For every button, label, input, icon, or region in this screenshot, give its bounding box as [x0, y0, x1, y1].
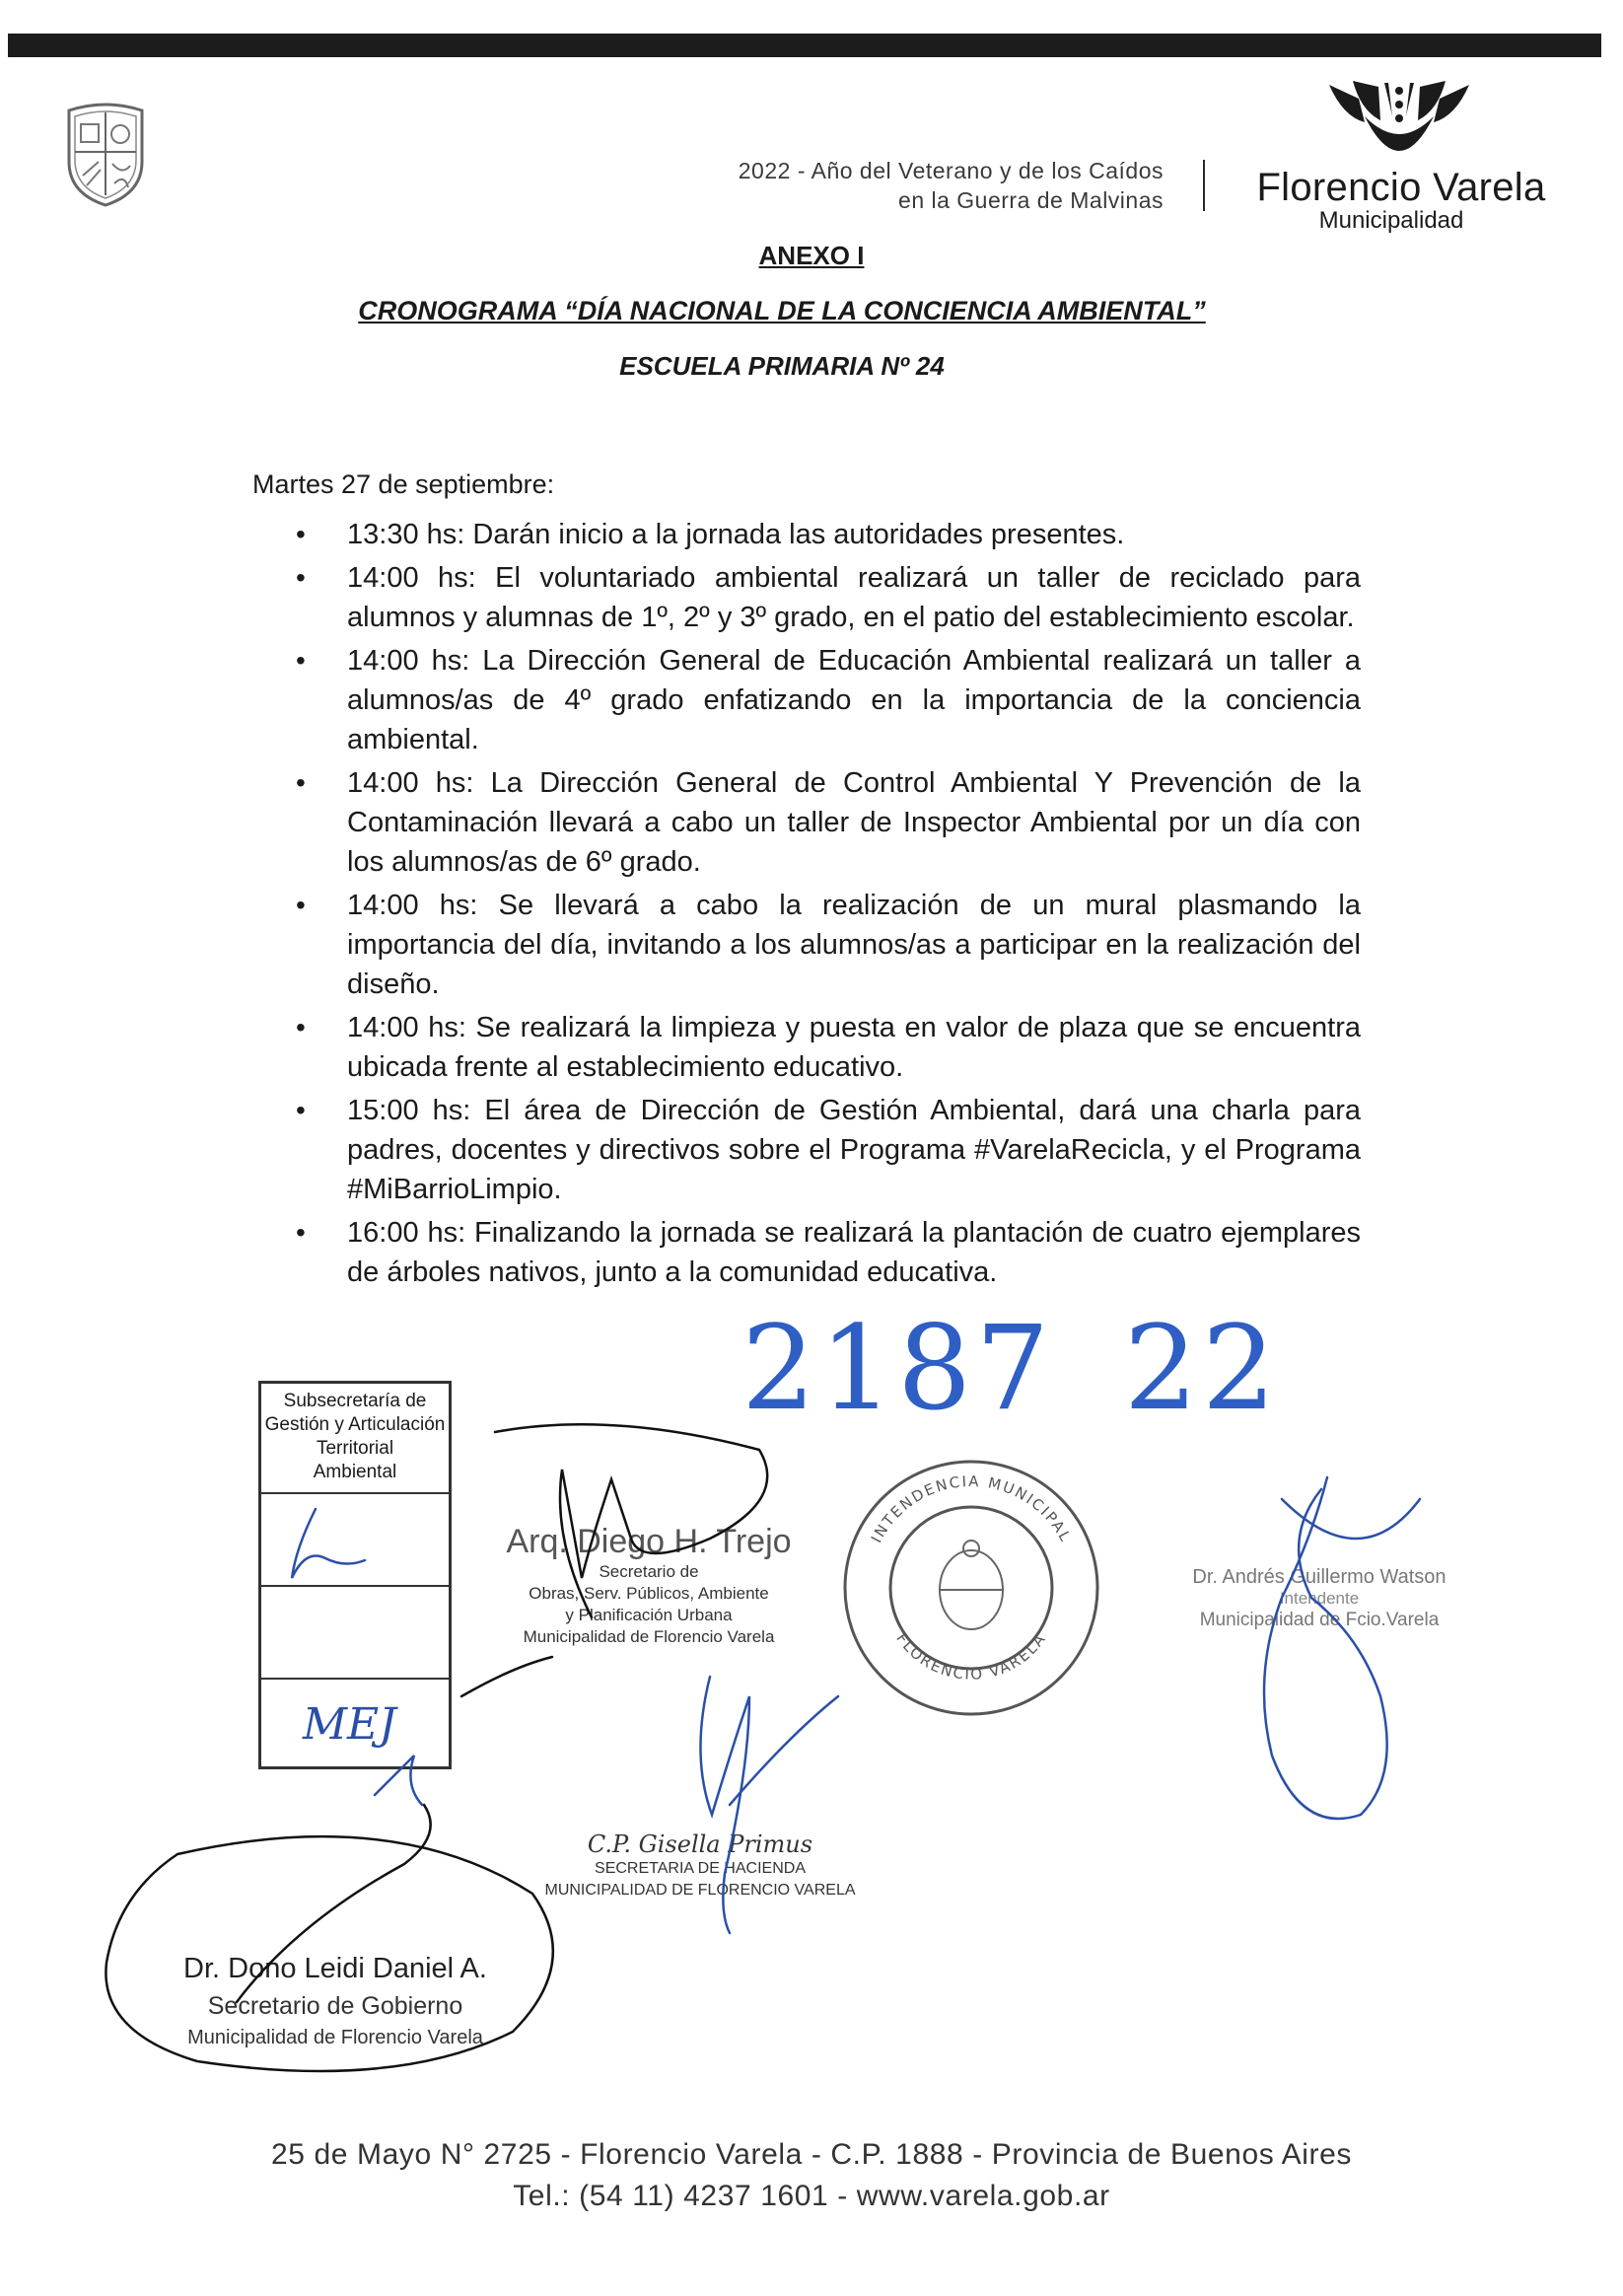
seal-top-text: INTENDENCIA MUNICIPAL: [867, 1471, 1076, 1546]
approval-box-line3: Territorial: [316, 1438, 394, 1459]
schedule-item: • 13:30 hs: Darán inicio a la jornada las autoridades presentes.: [296, 515, 1361, 554]
schedule-item: • 14:00 hs: La Dirección General de Control Ambiental Y Prevención de la Contaminación llevará a cabo un taller de Inspector Ambiental por un día con los alumnos/as de 6º grado.: [296, 763, 1361, 882]
approval-box-title: [261, 1384, 449, 1494]
schedule-list: [296, 515, 1361, 1296]
footer-contact: Tel.: (54 11) 4237 1601 - www.varela.gob.ar: [513, 2180, 1110, 2212]
signature-role-leidi-2: Municipalidad de Florencio Varela: [187, 2027, 483, 2048]
signature-name-watson: Dr. Andrés Guillermo Watson: [1192, 1566, 1447, 1588]
signature-name-leidi: Dr. Dono Leidi Daniel A.: [183, 1953, 487, 1984]
signature-role-watson-1: Intendente: [1279, 1589, 1360, 1608]
approval-box-line4: Ambiental: [313, 1462, 397, 1482]
schedule-title: CRONOGRAMA “DÍA NACIONAL DE LA CONCIENCIA AMBIENTAL”: [358, 296, 1206, 325]
signature-role-primus-2: MUNICIPALIDAD DE FLORENCIO VARELA: [544, 1882, 856, 1899]
approval-box-line2: Gestión y Articulación: [264, 1414, 446, 1435]
approval-box-row-initials: [261, 1680, 449, 1770]
top-border-bar: [8, 34, 1601, 57]
signature-role-trejo-3: y Planificación Urbana: [565, 1606, 733, 1624]
signature-block-primus: [513, 1830, 887, 1901]
schedule-item: • 14:00 hs: Se llevará a cabo la realización de un mural plasmando la importancia del día, invitando a los alumnos/as a participar en la realización del diseño.: [296, 886, 1361, 1004]
logo-name: Florencio Varela: [1256, 166, 1546, 209]
approval-box-row-signature: [261, 1494, 449, 1587]
signature-role-watson-2: Municipalidad de Fcio.Varela: [1199, 1610, 1440, 1630]
florencio-varela-logo-icon: [1325, 77, 1473, 168]
signature-role-leidi-1: Secretario de Gobierno: [207, 1992, 463, 2020]
signature-role-primus-1: SECRETARIA DE HACIENDA: [595, 1860, 806, 1877]
header-motto-line1: 2022 - Año del Veterano y de los Caídos: [738, 158, 1164, 183]
svg-text:FLORENCIO VARELA: [892, 1629, 1049, 1683]
approval-initials: MEJ: [303, 1699, 396, 1750]
signature-name-primus: C.P. Gisella Primus: [587, 1830, 813, 1858]
signature-role-trejo-4: Municipalidad de Florencio Varela: [523, 1627, 775, 1646]
header-motto: [611, 156, 1164, 215]
schedule-item: • 16:00 hs: Finalizando la jornada se realizará la plantación de cuatro ejemplares de árboles nativos, junto a la comunidad educativa.: [296, 1213, 1361, 1292]
footer-address: 25 de Mayo N° 2725 - Florencio Varela - C.P. 1888 - Provincia de Buenos Aires: [271, 2138, 1352, 2171]
approval-box-line1: Subsecretaría de: [283, 1391, 427, 1411]
municipal-crest-icon: [63, 97, 148, 207]
intendencia-seal-icon: [830, 1456, 1112, 1720]
signature-block-trejo: [481, 1523, 816, 1648]
signature-name-trejo: Arq. Diego H. Trejo: [506, 1523, 792, 1560]
signature-block-leidi: [158, 1949, 513, 2051]
seal-bottom-text: FLORENCIO VARELA: [892, 1629, 1050, 1684]
signature-role-trejo-1: Secretario de: [599, 1562, 699, 1581]
signature-role-trejo-2: Obras, Serv. Públicos, Ambiente: [529, 1584, 769, 1603]
school-name: ESCUELA PRIMARIA Nº 24: [619, 351, 945, 381]
logo-subtitle: Municipalidad: [1318, 207, 1464, 234]
schedule-item: • 14:00 hs: La Dirección General de Educación Ambiental realizará un taller a alumnos/as de 4º grado enfatizando en la importancia de la conciencia ambiental.: [296, 641, 1361, 759]
approval-box-row-empty: [261, 1587, 449, 1680]
header-divider: [1203, 160, 1205, 211]
annex-title: ANEXO I: [758, 241, 865, 270]
signature-block-watson: [1162, 1566, 1477, 1631]
registration-stamp-number: 2187 22: [741, 1300, 1280, 1436]
header-motto-line2: en la Guerra de Malvinas: [898, 187, 1164, 213]
schedule-item: • 15:00 hs: El área de Dirección de Gestión Ambiental, dará una charla para padres, docentes y directivos sobre el Programa #VarelaRecicla, y el Programa #MiBarrioLimpio.: [296, 1091, 1361, 1209]
schedule-item: • 14:00 hs: Se realizará la limpieza y puesta en valor de plaza que se encuentra ubicada frente al establecimiento educativo.: [296, 1008, 1361, 1087]
date-line: Martes 27 de septiembre:: [252, 469, 555, 499]
schedule-item: • 14:00 hs: El voluntariado ambiental realizará un taller de reciclado para alumnos y alumnas de 1º, 2º y 3º grado, en el patio del establecimiento escolar.: [296, 558, 1361, 637]
approval-box: [258, 1381, 452, 1769]
